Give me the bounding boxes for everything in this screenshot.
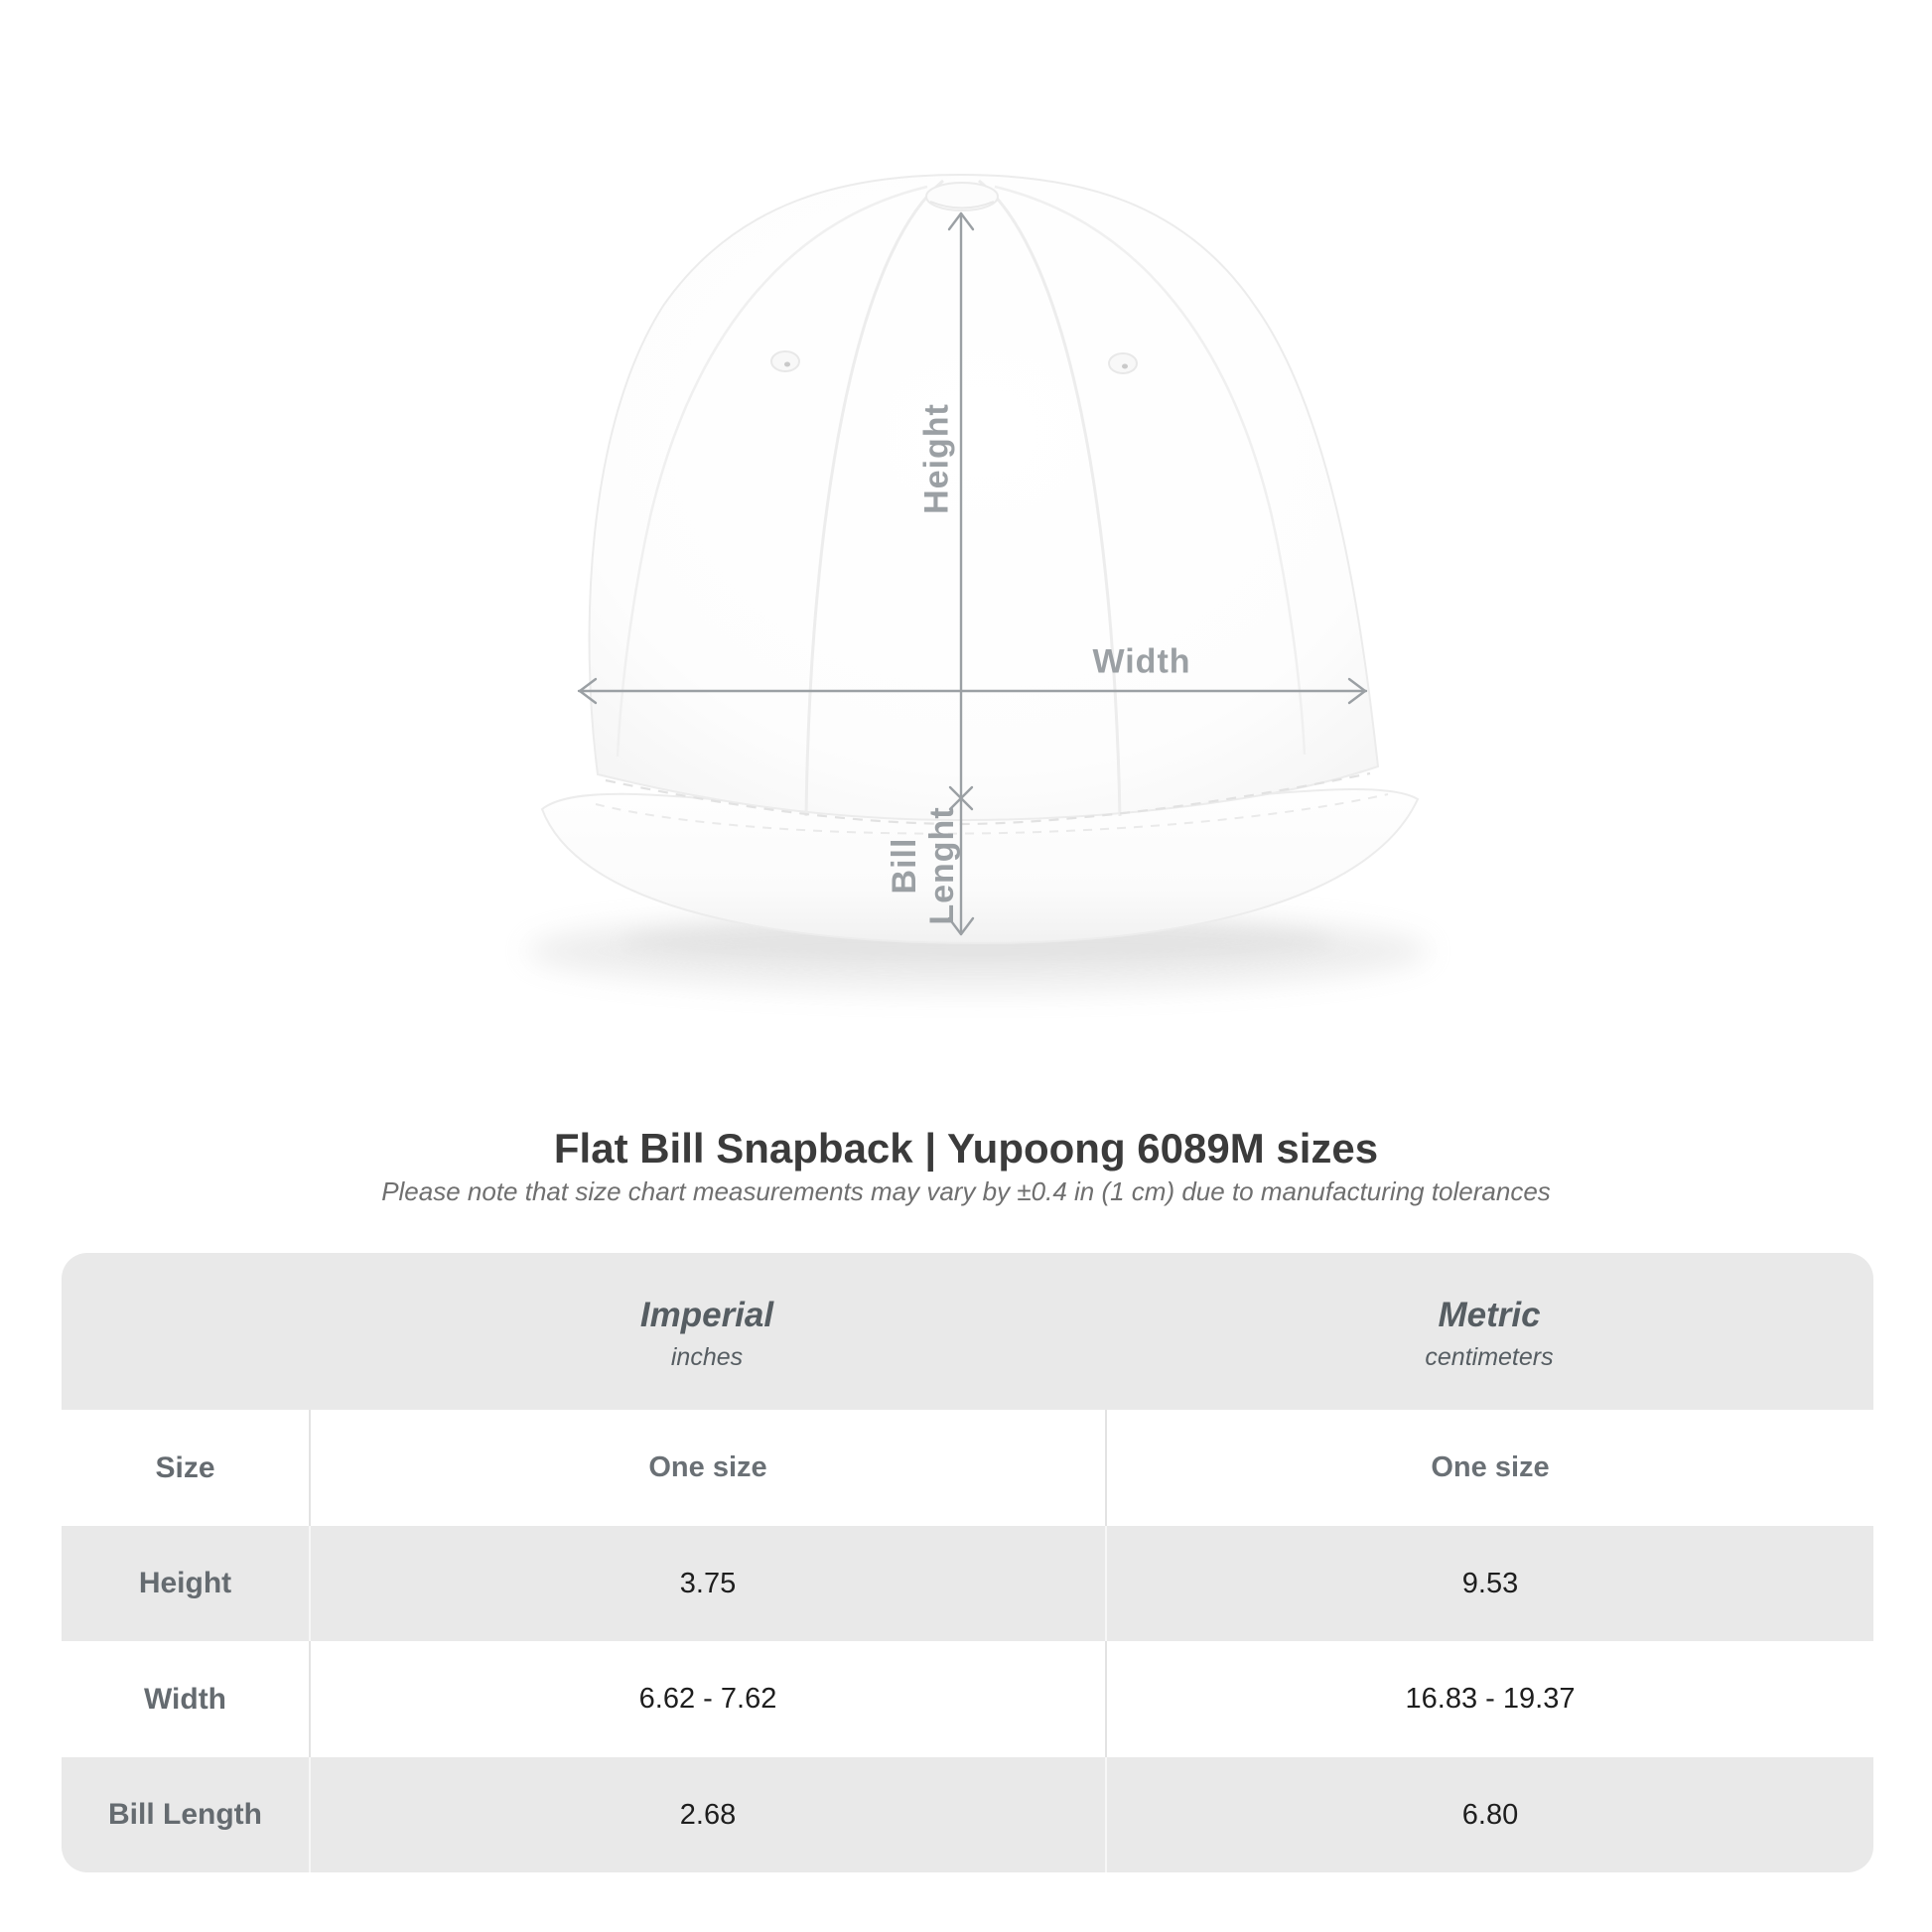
metric-label: Metric <box>1438 1295 1541 1334</box>
eyelet-left <box>771 351 799 371</box>
size-table-header <box>62 1253 1873 1410</box>
top-button <box>926 183 998 210</box>
row-label-size: Size <box>155 1450 215 1484</box>
width-measure-label: Width <box>1092 642 1191 681</box>
imperial-unit: inches <box>670 1342 744 1371</box>
size-imperial-value: One size <box>309 1410 1105 1526</box>
bill-length-imperial-value: 2.68 <box>309 1757 1105 1872</box>
table-row-width <box>62 1641 1873 1757</box>
size-metric-value: One size <box>1105 1410 1873 1526</box>
metric-header <box>1105 1292 1873 1372</box>
page-title: Flat Bill Snapback | Yupoong 6089M sizes <box>553 1125 1379 1172</box>
row-label-height: Height <box>138 1567 232 1599</box>
table-row-size <box>62 1410 1873 1526</box>
bill-length-metric-value: 6.80 <box>1105 1757 1873 1872</box>
bill-label-line2: Lenght <box>923 806 961 925</box>
size-table <box>62 1253 1873 1872</box>
height-measure-label: Height <box>917 403 956 514</box>
width-imperial-value: 6.62 - 7.62 <box>309 1641 1105 1757</box>
tolerance-note: Please note that size chart measurements may vary by ±0.4 in (1 cm) due to manufacturing tolerances <box>381 1176 1551 1206</box>
header-spacer <box>62 1329 309 1333</box>
table-row-height <box>62 1526 1873 1641</box>
width-metric-value: 16.83 - 19.37 <box>1105 1641 1873 1757</box>
height-metric-value: 9.53 <box>1105 1526 1873 1641</box>
bill-label-line1: Bill <box>885 837 923 895</box>
imperial-label: Imperial <box>639 1295 774 1334</box>
hat-crown <box>590 175 1378 824</box>
imperial-header <box>309 1292 1105 1372</box>
table-row-bill-length <box>62 1757 1873 1872</box>
bill-length-measure-label <box>886 806 961 924</box>
row-label-bill-length: Bill Length <box>108 1798 262 1831</box>
metric-unit: centimeters <box>1425 1342 1554 1371</box>
eyelet-right <box>1109 353 1137 373</box>
height-imperial-value: 3.75 <box>309 1526 1105 1641</box>
row-label-width: Width <box>143 1682 227 1716</box>
